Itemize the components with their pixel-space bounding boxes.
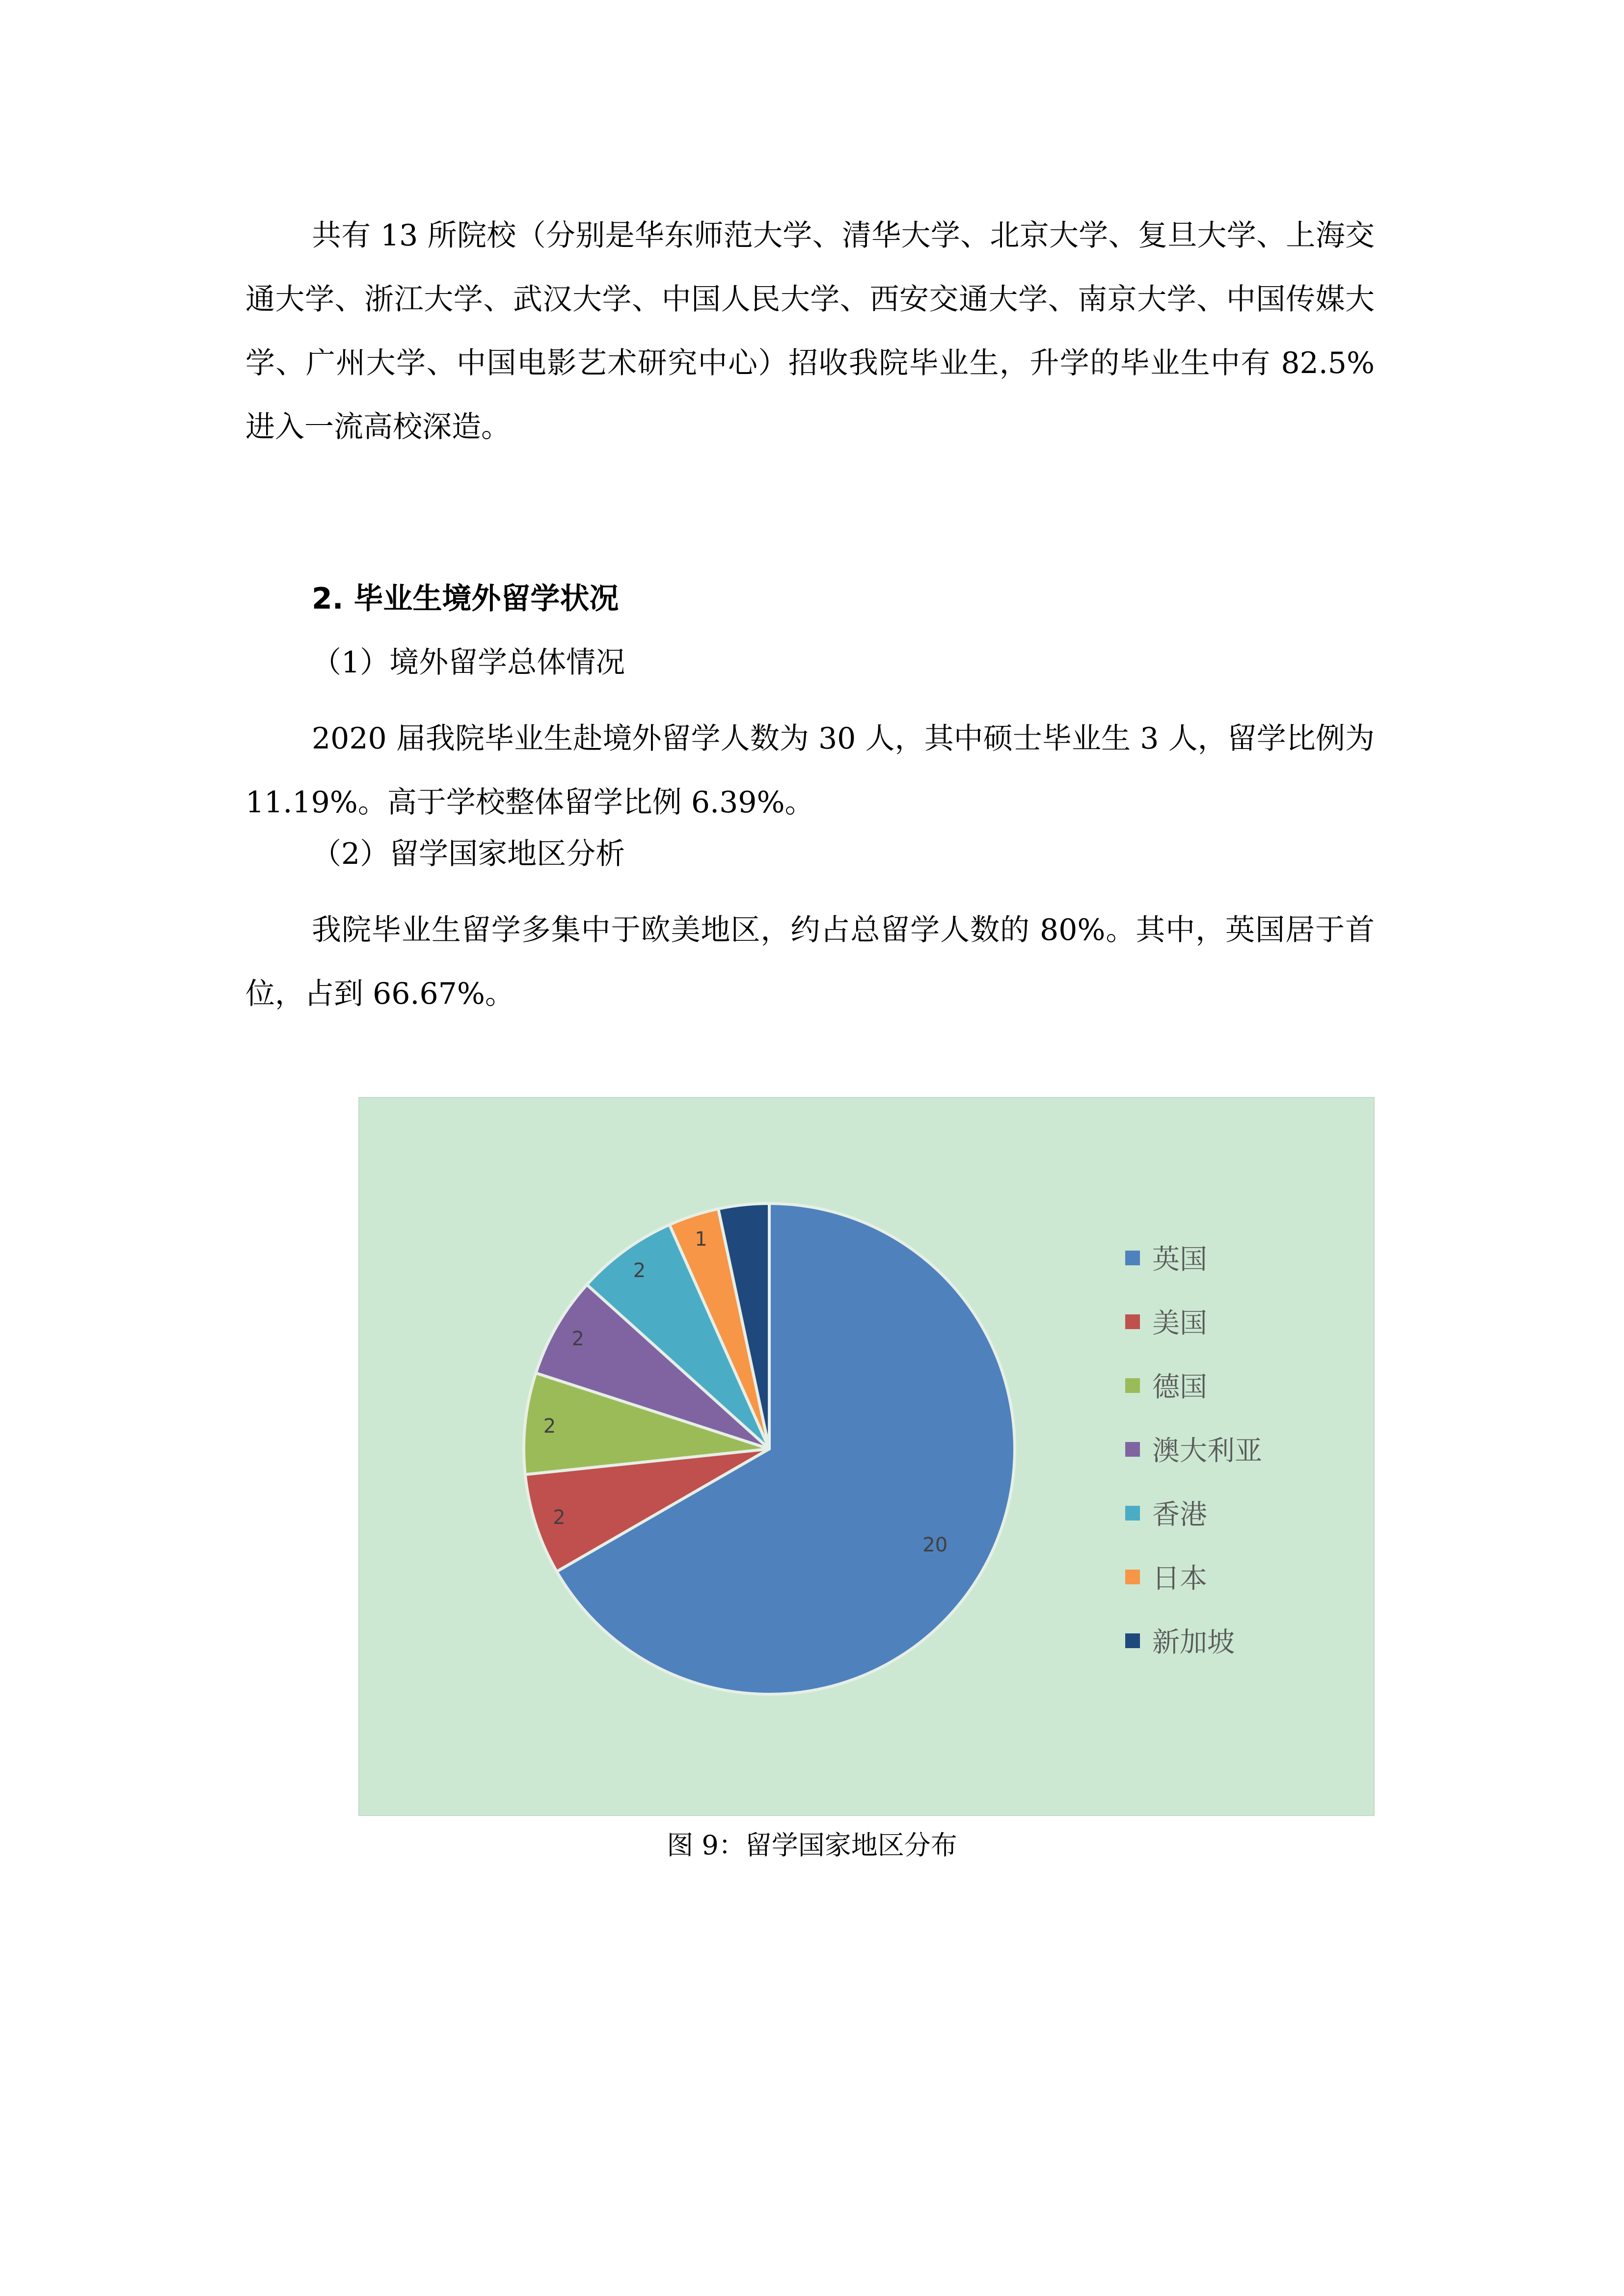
subheading-regions: （2）留学国家地区分析 bbox=[312, 837, 625, 871]
legend-label-7: 新加坡 bbox=[1152, 1627, 1235, 1658]
data-label-3: 2 bbox=[543, 1415, 556, 1438]
pie-chart-svg bbox=[359, 1098, 1374, 1815]
legend-swatch-2 bbox=[1125, 1314, 1140, 1329]
legend-swatch-3 bbox=[1125, 1378, 1140, 1393]
intro-paragraph: 共有 13 所院校（分别是华东师范大学、清华大学、北京大学、复旦大学、上海交通大学、浙江大学、武汉大学、中国人民大学、西安交通大学、南京大学、中国传媒大学、广州大学、中国电影艺术研究中心）招收我院毕业生，升学的毕业生中有 82.5%进入一流高校深造。 bbox=[245, 218, 1375, 444]
legend-label-1: 英国 bbox=[1152, 1244, 1207, 1276]
legend-label-2: 美国 bbox=[1152, 1308, 1207, 1339]
legend-swatch-5 bbox=[1125, 1506, 1140, 1521]
legend-swatch-6 bbox=[1125, 1570, 1140, 1584]
data-label-5: 2 bbox=[633, 1259, 646, 1282]
overall-paragraph: 2020 届我院毕业生赴境外留学人数为 30 人，其中硕士毕业生 3 人，留学比例为 11.19%。高于学校整体留学比例 6.39%。 bbox=[245, 721, 1375, 820]
data-label-6: 1 bbox=[695, 1228, 707, 1251]
subheading-overall: （1）境外留学总体情况 bbox=[312, 645, 625, 680]
legend-label-5: 香港 bbox=[1152, 1499, 1207, 1531]
regions-paragraph: 我院毕业生留学多集中于欧美地区，约占总留学人数的 80%。其中，英国居于首位，占到 66.67%。 bbox=[245, 913, 1375, 1011]
legend-swatch-1 bbox=[1125, 1251, 1140, 1265]
legend-label-4: 澳大利亚 bbox=[1152, 1435, 1262, 1467]
legend-swatch-4 bbox=[1125, 1442, 1140, 1457]
data-label-2: 2 bbox=[553, 1506, 566, 1529]
legend-swatch-7 bbox=[1125, 1633, 1140, 1648]
legend-label-3: 德国 bbox=[1152, 1371, 1207, 1403]
data-label-1: 20 bbox=[922, 1534, 948, 1556]
data-label-4: 2 bbox=[571, 1328, 585, 1350]
figure-caption: 图 9：留学国家地区分布 bbox=[667, 1830, 957, 1861]
legend-label-6: 日本 bbox=[1152, 1563, 1207, 1595]
section-heading: 2. 毕业生境外留学状况 bbox=[312, 582, 619, 616]
pie-chart bbox=[358, 1097, 1375, 1816]
